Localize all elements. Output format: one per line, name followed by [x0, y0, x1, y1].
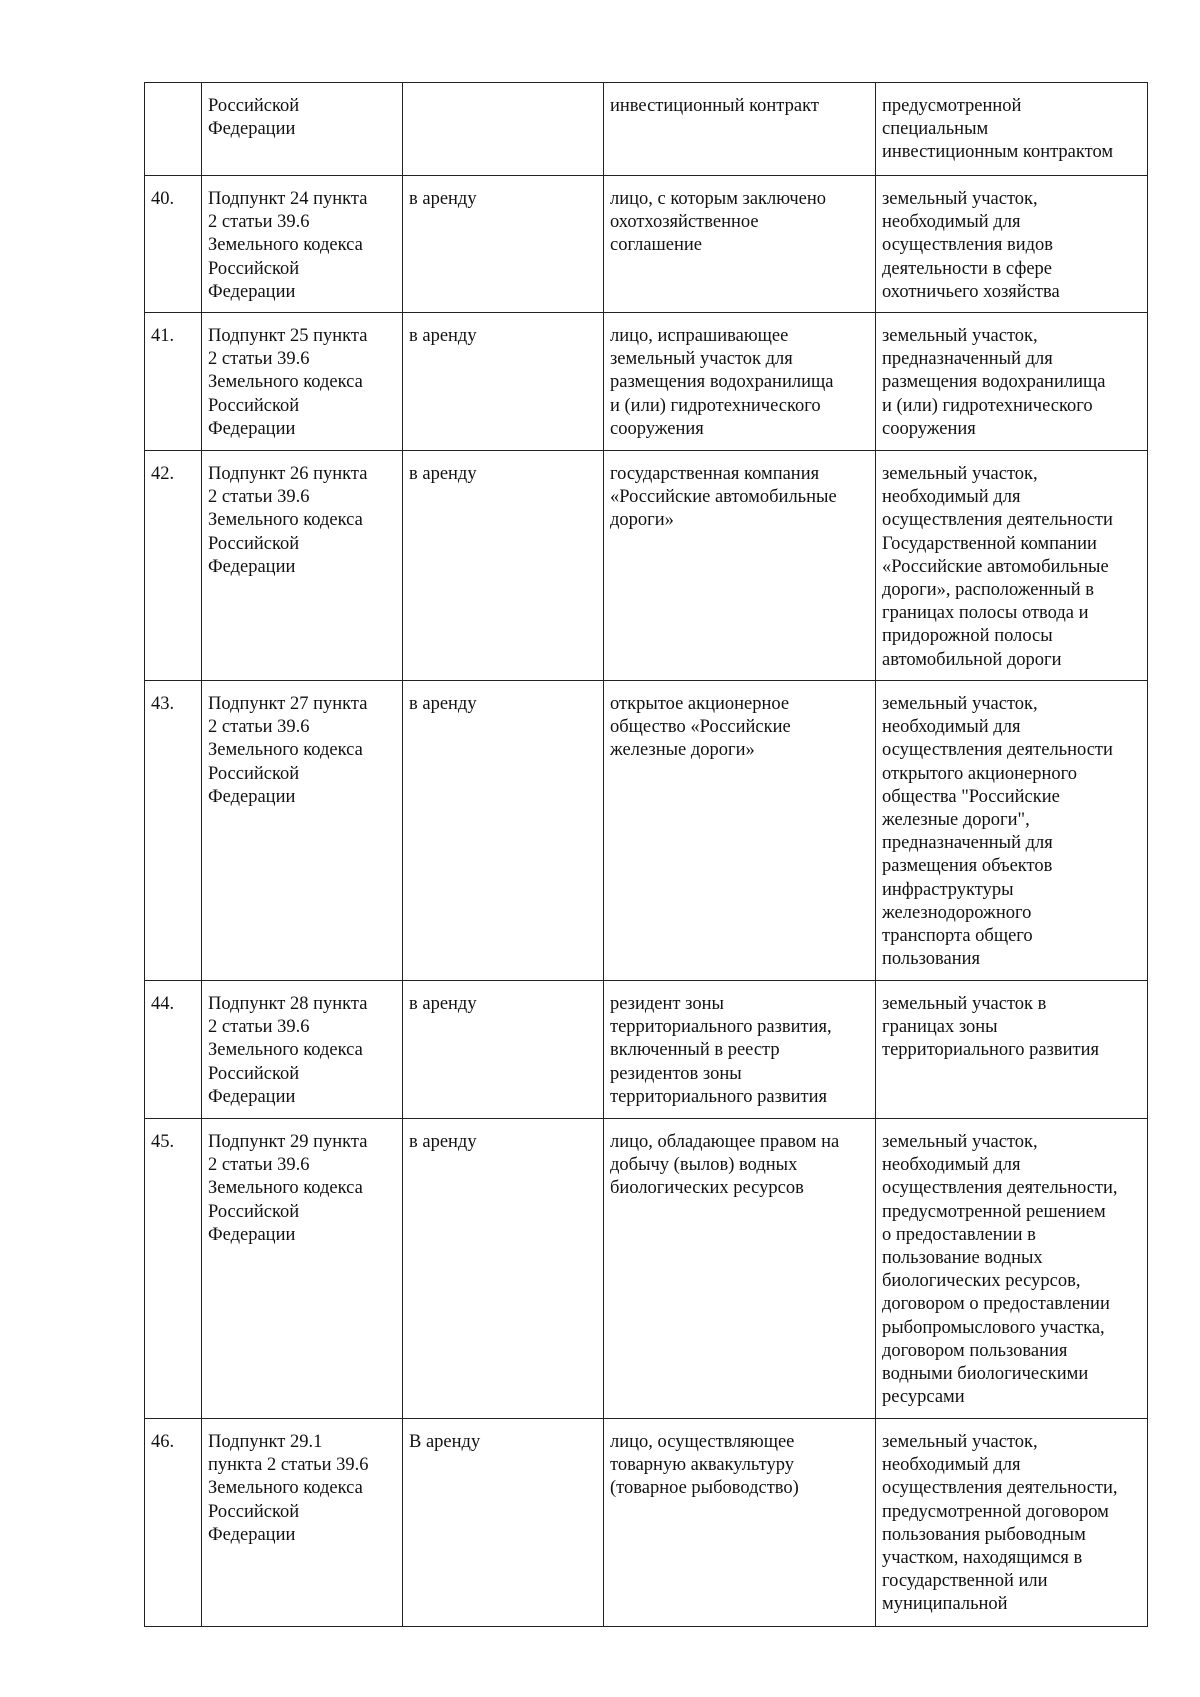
land-plot-description: земельный участок, необходимый для осуществления видов деятельности в сфере охотничьего хозяйства — [876, 176, 1148, 313]
land-plot-description: земельный участок, необходимый для осуществления деятельности, предусмотренной решением о предоставлении в пользование водных биологических ресурсов, договором о предоставлении рыбопромыслового участка, договором пользования водными биологическими ресурсами — [876, 1119, 1148, 1419]
legal-basis: Подпункт 29 пункта 2 статьи 39.6 Земельного кодекса Российской Федерации — [202, 1119, 403, 1419]
table-row — [145, 83, 1148, 176]
recipient: государственная компания «Российские автомобильные дороги» — [604, 451, 876, 681]
recipient: лицо, с которым заключено охотхозяйственное соглашение — [604, 176, 876, 313]
legal-basis: Подпункт 24 пункта 2 статьи 39.6 Земельного кодекса Российской Федерации — [202, 176, 403, 313]
table-row — [145, 681, 1148, 981]
table-row — [145, 981, 1148, 1119]
table-row — [145, 451, 1148, 681]
table-row — [145, 313, 1148, 451]
table-row — [145, 1119, 1148, 1419]
row-number: 45. — [145, 1119, 202, 1419]
land-plot-description: земельный участок в границах зоны территориального развития — [876, 981, 1148, 1119]
row-number — [145, 83, 202, 176]
recipient: инвестиционный контракт — [604, 83, 876, 176]
land-plot-description: земельный участок, необходимый для осуществления деятельности открытого акционерного общества "Российские железные дороги", предназначенный для размещения объектов инфраструктуры железнодорожного транспорта общего пользования — [876, 681, 1148, 981]
legal-basis: Российской Федерации — [202, 83, 403, 176]
provision-type: в аренду — [403, 981, 604, 1119]
row-number: 40. — [145, 176, 202, 313]
provision-type: в аренду — [403, 681, 604, 981]
provision-type: в аренду — [403, 451, 604, 681]
recipient: лицо, испрашивающее земельный участок для размещения водохранилища и (или) гидротехнического сооружения — [604, 313, 876, 451]
provision-type: в аренду — [403, 176, 604, 313]
row-number: 42. — [145, 451, 202, 681]
legal-basis: Подпункт 29.1 пункта 2 статьи 39.6 Земельного кодекса Российской Федерации — [202, 1419, 403, 1627]
table-row — [145, 176, 1148, 313]
land-plot-description: предусмотренной специальным инвестиционным контрактом — [876, 83, 1148, 176]
provision-type: В аренду — [403, 1419, 604, 1627]
provision-type: в аренду — [403, 313, 604, 451]
recipient: лицо, осуществляющее товарную аквакультуру (товарное рыбоводство) — [604, 1419, 876, 1627]
recipient: лицо, обладающее правом на добычу (вылов) водных биологических ресурсов — [604, 1119, 876, 1419]
provision-type — [403, 83, 604, 176]
land-plot-description: земельный участок, предназначенный для размещения водохранилища и (или) гидротехнического сооружения — [876, 313, 1148, 451]
land-plot-description: земельный участок, необходимый для осуществления деятельности, предусмотренной договором пользования рыбоводным участком, находящимся в государственной или муниципальной — [876, 1419, 1148, 1627]
document-page — [144, 82, 1147, 1627]
land-plots-table — [144, 82, 1148, 1627]
row-number: 46. — [145, 1419, 202, 1627]
legal-basis: Подпункт 27 пункта 2 статьи 39.6 Земельного кодекса Российской Федерации — [202, 681, 403, 981]
legal-basis: Подпункт 25 пункта 2 статьи 39.6 Земельного кодекса Российской Федерации — [202, 313, 403, 451]
row-number: 43. — [145, 681, 202, 981]
provision-type: в аренду — [403, 1119, 604, 1419]
land-plot-description: земельный участок, необходимый для осуществления деятельности Государственной компании «Российские автомобильные дороги», расположенный в границах полосы отвода и придорожной полосы автомобильной дороги — [876, 451, 1148, 681]
legal-basis: Подпункт 28 пункта 2 статьи 39.6 Земельного кодекса Российской Федерации — [202, 981, 403, 1119]
recipient: открытое акционерное общество «Российские железные дороги» — [604, 681, 876, 981]
row-number: 41. — [145, 313, 202, 451]
legal-basis: Подпункт 26 пункта 2 статьи 39.6 Земельного кодекса Российской Федерации — [202, 451, 403, 681]
table-row — [145, 1419, 1148, 1627]
recipient: резидент зоны территориального развития, включенный в реестр резидентов зоны территориального развития — [604, 981, 876, 1119]
row-number: 44. — [145, 981, 202, 1119]
